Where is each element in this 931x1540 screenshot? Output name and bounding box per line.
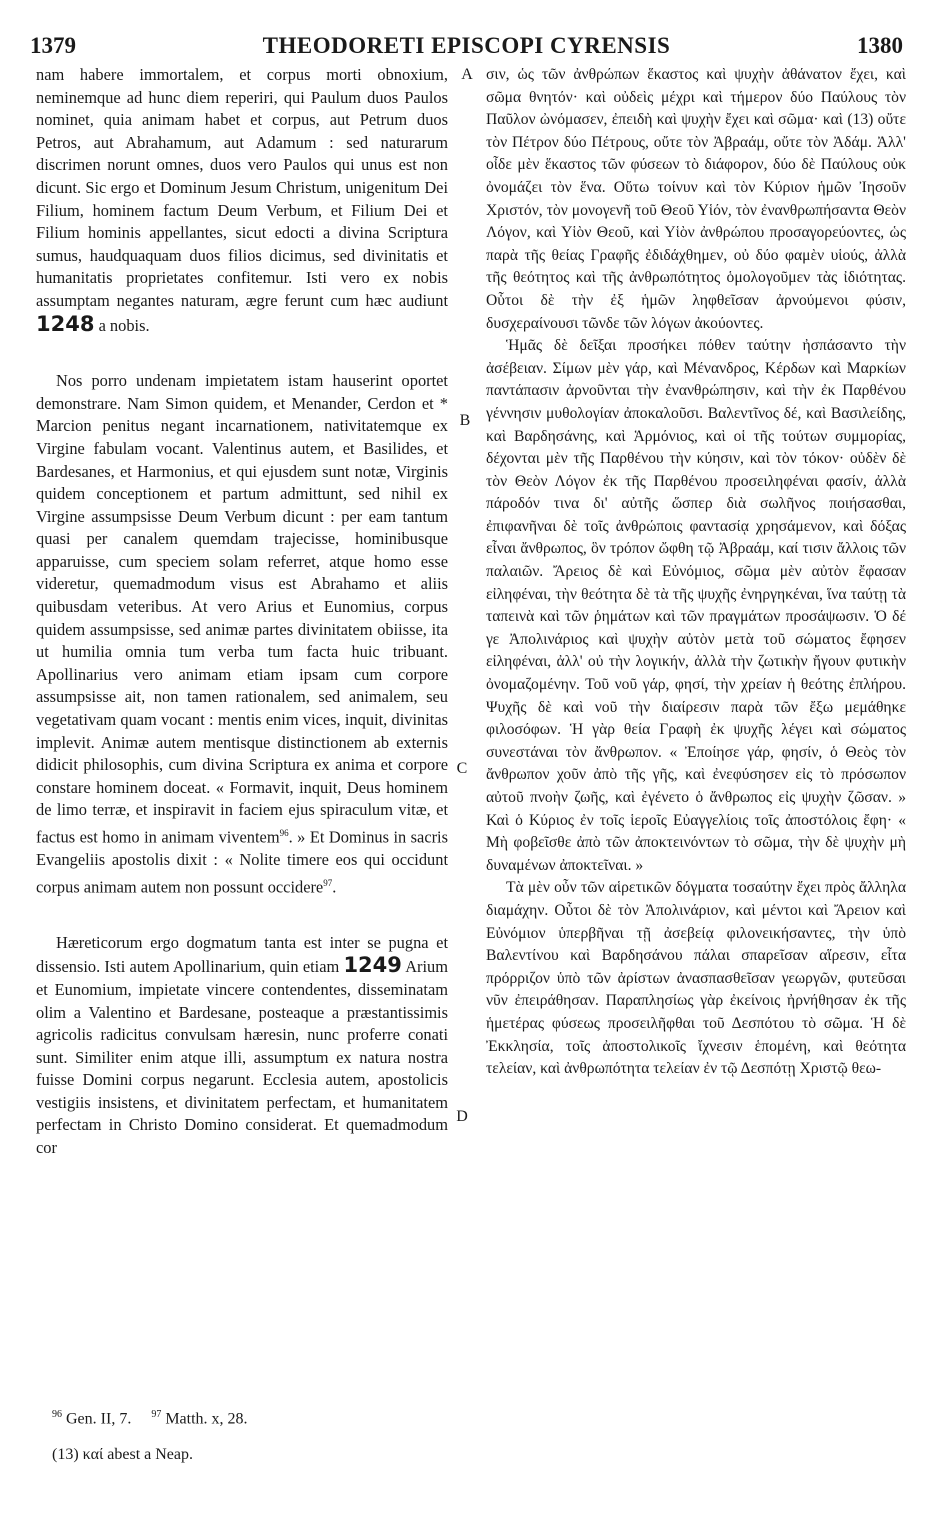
section-marker-a: A <box>461 66 473 83</box>
greek-paragraph-1: σιν, ὡς τῶν ἀνθρώπων ἕκαστος καὶ ψυχὴν ἀθάνατον ἔχει, καὶ σῶμα θνητόν· καὶ οὐδεὶς μέχρι καὶ τήμερον δύο Παύλους τὸν Παῦλον ὠνόμασεν, ἐπειδὴ καὶ ψυχὴν ἔχει καὶ σῶμα· καὶ (13) οὔτε τὸν Πέτρον δύο Πέτρους, οὔτε τὸν Ἀβραάμ, οὔτε τὸν Ἀδάμ. Ἀλλ' οἶδε μὲν ἕκαστος τῶν φύσεων τὸ διάφορον, δύο δὲ Παύλους οὐκ ὀνομάζει τὸν ἕνα. Οὕτω τοίνυν καὶ τὸν Κύριον ἡμῶν Ἰησοῦν Χριστόν, τὸν μονογενῆ τοῦ Θεοῦ Υἱόν, τὸν ἐνανθρωπήσαντα Θεὸν Λόγον, καὶ Υἱὸν Θεοῦ, καὶ Υἱὸν ἀνθρώπου προσαγορεύοντες, ὡς παρὰ τῆς θείας Γραφῆς ἐδιδάχθημεν, οὐ δύο φαμὲν υἱούς, ἀλλὰ τῆς θεότητος καὶ τῆς ἀνθρωπότητος ὁμολογοῦμεν τὰς ἰδιότητας. Οὗτοι δὲ τὴν ἐξ ἡμῶν ληφθεῖσαν ἀρνούμενοι φύσιν, δυσχεραίνουσι τῶνδε τῶν λόγων ἀκούοντες. <box>486 66 906 332</box>
latin-paragraph-3 <box>36 932 448 1160</box>
latin-text: nam habere immortalem, et corpus morti obnoxium, neminemque ad hunc diem reperiri, qui Paulum duos Paulos nominet, quia animam habet et corpus, aut Petrum duos Petros, aut Abrahamum, aut Adamum : sed naturarum discrimen norunt omnes, duos vero Paulos qui unus est non dicunt. Sic ergo et Dominum Jesum Christum, unigenitum Dei Filium, hominem factum Deum Verbum, et Filium Dei et Filium hominis appellantes, sicut edocti a divina Scriptura sumus, haudquaquam duos filios dicimus, sed divinitatis et humanitatis proprietates confitemur. Isti vero ex nobis assumptam negantes naturam, ægre ferunt cum hæc audiunt <box>36 65 448 310</box>
column-number: 1248 <box>36 311 95 336</box>
footnotes-biblical <box>52 1404 452 1430</box>
footnote-ref: 96 <box>279 828 289 838</box>
page-header <box>30 33 903 63</box>
latin-paragraph-2 <box>36 370 448 899</box>
section-marker-d: D <box>456 1108 468 1125</box>
section-marker-b: B <box>459 412 471 429</box>
footnote-ref: 97 <box>323 877 333 888</box>
column-number: 1249 <box>343 953 402 978</box>
greek-paragraph-2: Ἡμᾶς δὲ δεῖξαι προσήκει πόθεν ταύτην ἠσπάσαντο τὴν ἀσέβειαν. Σίμων μὲν γάρ, καὶ Μένανδρος, Κέρδων καὶ Μαρκίων παντάπασιν ἀρνοῦνται τὴν ἐνανθρώπησιν, καὶ τὴν ἐκ Παρθένου γέννησιν μυθολογίαν ἀποκαλοῦσι. Βαλεντῖνος δέ, καὶ Βασιλείδης, καὶ Βαρδησάνης, καὶ Ἁρμόνιος, καὶ οἱ τῆς τούτων συμμορίας, δέχονται μὲν τῆς Παρθένου τὴν κύησιν, καὶ τὸν τόκον· οὐδὲν δὲ τὸν Θεὸν Λόγον ἐκ τῆς Παρθένου προσειληφέναι φασίν, ἀλλὰ πάροδόν τινα δι' αὐτῆς ὥσπερ διὰ σωλῆνος ποιήσασθαι, ἐπιφανῆναι δὲ τοῖς ἀνθρώποις φαντασίᾳ χρησάμενον, καὶ δόξας εἶναι ἄνθρωπος, ὃν τρόπον ὤφθη τῷ Ἀβραάμ, καί τισιν ἄλλοις τῶν παλαιῶν. Ἄρειος δὲ καὶ Εὐνόμιος, σῶμα μὲν αὐτὸν ἔφασαν εἰληφέναι, τὴν θεότητα δὲ τὰ τῆς ψυχῆς ἐνηργηκέναι, ἵνα ταύτῃ τὰ ταπεινὰ καὶ τῶν ῥημάτων καὶ τῶν πραγμάτων προσάψωσιν. Ὁ δέ γε Ἀπολινάριος καὶ ψυχὴν αὐτὸν μετὰ τοῦ σώματος ἔφησεν εἰληφέναι, ἀλλ' οὐ τὴν λογικήν, ἀλλὰ τὴν ζωτικὴν ἤγουν φυτικὴν ὀνομαζομένην. Τοῦ νοῦ γάρ, φησί, τὴν χρείαν ἡ θεότης ἐπλήρου. Ψυχῆς δὲ καὶ νοῦ τὴν διαίρεσιν παρὰ τῶν ἔξω μεμάθηκε φιλοσόφων. Ἡ γὰρ θεία Γραφὴ ἐκ ψυχῆς λέγει καὶ σώματος συνεστάναι τὸν ἄνθρωπον. « Ἐποίησε γάρ, φησίν, ὁ Θεὸς τὸν ἄνθρωπον χοῦν ἀπὸ τῆς γῆς, καὶ ἐνεφύσησεν εἰς τὸ πρόσωπον αὐτοῦ πνοὴν ζωῆς, καὶ ἐγένετο ὁ ἄνθρωπος εἰς ψυχὴν ζῶσαν. » Καὶ ὁ Κύριος ἐν τοῖς ἱεροῖς Εὐαγγελίοις τοῖς ἀποστόλοις ἔφη· « Μὴ φοβεῖσθε ἀπὸ τῶν ἀποκτεινόντων τὸ σῶμα, τὴν δὲ ψυχὴν μὴ δυναμένων ἀποκτεῖναι. » <box>486 337 906 874</box>
greek-paragraph-3: Τὰ μὲν οὖν τῶν αἱρετικῶν δόγματα τοσαύτην ἔχει πρὸς ἄλληλα διαμάχην. Οὗτοι δὲ τὸν Ἀπολινάριον, καὶ μέντοι καὶ Ἄρειον καὶ Εὐνόμιον ὑπερβῆναι τῇ ἀσεβείᾳ φιλονεικήσαντες, τὴν ὑπὸ Βαλεντίνου καὶ Βαρδησάνου πάλαι σπαρεῖσαν αἵρεσιν, εἶτα πρόρριζον ὑπὸ τῶν ἀρίστων ἀνασπασθεῖσαν γεωργῶν, φυτεῦσαι νῦν ἐπειράθησαν. Παραπλησίως γὰρ ἐκείνοις ἠρνήθησαν ἐκ τῆς ἡμετέρας φύσεως προσειλῆφθαι τοῦ Δεσπότου τὸ σῶμα. Ἡ δὲ Ἐκκλησία, τοῖς ἀποστολικοῖς ἴχνεσιν ἑπομένη, καὶ θεότητα τελείαν, καὶ ἀνθρωπότητα τελείαν ἐν τῷ Δεσπότῃ Χριστῷ θεω- <box>486 879 906 1078</box>
latin-text: . » Et Dominus in sacris Evangeliis apostolis dixit : « Nolite timere eos qui occidunt corpus animam autem non possunt occidere <box>36 827 448 897</box>
footnote-variant: (13) καί abest a Neap. <box>52 1446 193 1463</box>
latin-paragraph-1 <box>36 64 448 337</box>
footnote-number: 96 <box>52 1409 62 1420</box>
page-number-left: 1379 <box>30 33 76 58</box>
latin-column <box>36 64 448 1160</box>
section-marker-c: C <box>456 760 468 777</box>
latin-text: Arium et Eunomium, impietate vincere contendentes, disseminatam olim a Valentino et Bardesane, posteaque a præstantissimis agricolis radicitus convulsam hæresin, nunc proferre conati sunt. Similiter enim atque illi, assumptum ex natura nostra fuisse Domini corpus negarunt. Ecclesia autem, apostolicis vestigiis insistens, et divinitatem perfectam, et humanitatem perfectam in Christo Domino considerat. Et quemadmodum cor <box>36 957 448 1158</box>
latin-text: Nos porro undenam impietatem istam hauserint oportet demonstrare. Nam Simon quidem, et Menander, Cerdon et * Marcion penitus negant incarnationem, nativitatemque ex Virgine fabulam vocant. Valentinus autem, et Basilides, et Bardesanes, et Harmonius, et qui ejusdem sunt notæ, Virginis quidem conceptionem et partum admittunt, sed nihil ex Virgine assumpsisse Deum Verbum dicunt : per eam tantum quasi per canalem quemdam trajecisse, hominibusque apparuisse, cum speciem solam referret, atque homo esse videretur, quemadmodum visus est Abrahamo et aliis quibusdam veteribus. At vero Arius et Eunomius, corpus quidem assumpsisse, sed animæ partes divinitatem obiisse, ita ut humilia omnia tum verba tum facta huic tribuant. Apollinarius vero animam etiam ipsam cum corpore assumpsisse ait, non tamen rationalem, sed animalem, seu vegetativam quam vocant : mentis enim vices, inquit, divinitas implevit. Animæ autem mentisque distinctionem ab externis didicit philosophis, cum divina Scriptura ex anima et corpore constare hominem doceat. « Formavit, inquit, Deus hominem de limo terræ, et inspiravit in faciem ejus spiraculum vitæ, et factus est homo in animam viventem <box>36 371 448 847</box>
running-title: THEODORETI EPISCOPI CYRENSIS <box>262 33 671 58</box>
latin-text: . <box>332 877 337 897</box>
latin-text: a nobis. <box>98 315 150 335</box>
greek-column <box>486 64 906 1081</box>
page-number-right: 1380 <box>857 33 903 58</box>
footnote-text: Matth. x, 28. <box>165 1410 248 1428</box>
footnote-text: Gen. II, 7. <box>66 1410 132 1428</box>
latin-text: Hæreticorum ergo dogmatum tanta est inter se pugna et dissensio. Isti autem Apollinarium, quin etiam <box>36 932 448 977</box>
footnote-number: 97 <box>151 1409 162 1420</box>
